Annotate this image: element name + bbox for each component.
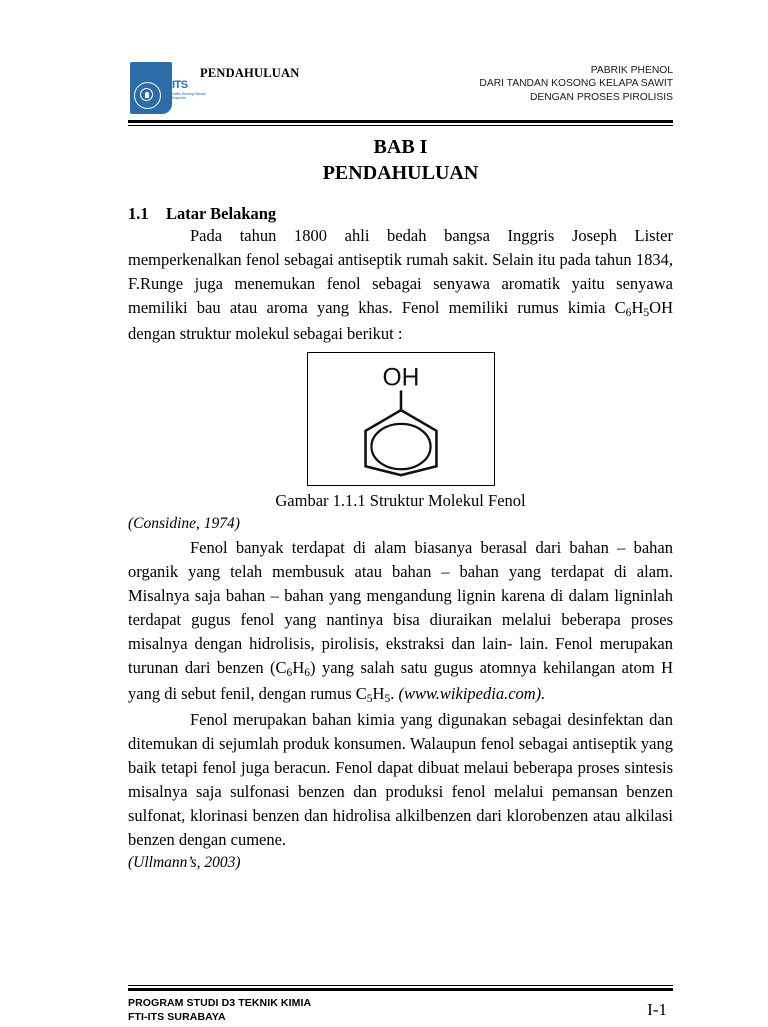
header-project-line-1: PABRIK PHENOL	[590, 65, 673, 76]
section-heading	[128, 204, 673, 224]
logo-brand-text: ITS	[172, 79, 188, 91]
paragraph-1-text-c: OH dengan struktur molekul sebagai berikut :	[128, 298, 673, 343]
paragraph-2-text-a: Fenol banyak terdapat di alam biasanya berasal dari bahan – bahan organik yang telah membusuk atau bahan – bahan yang terdapat di alam. Misalnya saja bahan – bahan yang mengandung lignin karena di dalam ligninlah terdapat gugus fenol yang nantinya bisa diuraikan melalui beberapa proses misalnya dengan hidrolisis, pirolisis, ekstraksi dan lain- lain. Fenol merupakan turunan dari benzen (C	[128, 538, 673, 677]
paragraph-2-wikipedia-citation: (www.wikipedia.com).	[398, 684, 546, 703]
footer-divider-thick	[128, 988, 673, 991]
footer-line-1: PROGRAM STUDI D3 TEKNIK KIMIA	[128, 997, 312, 1009]
paragraph-2-text-d: H	[372, 684, 385, 703]
header-divider	[128, 120, 673, 126]
logo-emblem-icon	[134, 82, 161, 109]
paragraph-1-text-a: Pada tahun 1800 ahli bedah bangsa Inggris Joseph Lister memperkenalkan fenol sebagai antiseptik rumah sakit. Selain itu pada tahun 1834, F.Runge juga menemukan fenol sebagai senyawa aromatik yaitu senyawa memiliki bau atau aroma yang khas. Fenol memiliki rumus kimia C	[128, 226, 673, 317]
paragraph-2-text-b: H	[292, 658, 305, 677]
page-header	[128, 60, 673, 118]
ullmanns-citation: (Ullmann’s, 2003)	[128, 854, 241, 871]
paragraph-3: Fenol merupakan bahan kimia yang digunakan sebagai desinfektan dan ditemukan di sejumlah produk konsumen. Walaupun fenol sebagai antiseptik yang baik tetapi fenol juga beracun. Fenol dapat dibuat melaui beberapa proses sintesis misalnya saja sulfonasi benzen dan produksi fenol melalui pemansan benzen sulfonat, klorinasi benzen dan hidrolisa alkilbenzen dari klorobenzen atau alkilasi benzen dengan cumene.	[128, 710, 673, 849]
paragraph-2	[128, 536, 673, 708]
paragraph-2-sub-d: 5	[384, 693, 391, 706]
figure-oh-label: OH	[382, 364, 419, 392]
paragraph-2-sub-a: 6	[286, 667, 293, 680]
header-project-line-3: DENGAN PROSES PIROLISIS	[529, 91, 673, 103]
paragraph-1-sub-a: 6	[625, 307, 632, 320]
benzene-aromatic-circle	[371, 424, 430, 469]
paragraph-1-text-b: H	[631, 298, 644, 317]
phenol-molecule-icon	[308, 353, 494, 485]
page-footer	[128, 997, 673, 1027]
chapter-title	[128, 134, 673, 186]
footer-divider	[128, 985, 673, 991]
paragraph-2-sub-c: 5	[366, 693, 373, 706]
paragraph-2-sub-b: 6	[304, 667, 311, 680]
footer-line-2: FTI-ITS SURABAYA	[128, 1010, 226, 1023]
figure-container	[128, 352, 673, 486]
paragraph-2-text-e: .	[390, 684, 399, 703]
paragraph-2-text-c: ) yang salah satu gugus atomnya kehilangan atom H yang di sebut fenil, dengan rumus C	[128, 658, 673, 703]
its-logo	[128, 62, 206, 120]
benzene-hexagon	[365, 410, 436, 475]
header-project-title	[479, 64, 673, 104]
figure-caption: Gambar 1.1.1 Struktur Molekul Fenol	[275, 491, 526, 510]
header-chapter-label: PENDAHULUAN	[200, 66, 300, 80]
page-content	[128, 132, 673, 874]
paragraph-1	[128, 224, 673, 346]
chapter-title-line-1: BAB I	[373, 136, 428, 158]
paragraph-1-sub-b: 5	[643, 307, 650, 320]
logo-subtext: Institut Teknologi Sepuluh Nopember	[172, 92, 206, 101]
page-number: I-1	[647, 1000, 667, 1019]
section-number: 1.1	[128, 204, 149, 223]
figure-citation: (Considine, 1974)	[128, 515, 240, 532]
chapter-title-line-2: PENDAHULUAN	[322, 162, 479, 184]
section-title: Latar Belakang	[166, 204, 277, 223]
phenol-structure-figure	[307, 352, 495, 486]
header-divider-thin	[128, 125, 673, 126]
header-project-line-2: DARI TANDAN KOSONG KELAPA SAWIT	[479, 78, 673, 90]
footer-program-info	[128, 997, 311, 1024]
